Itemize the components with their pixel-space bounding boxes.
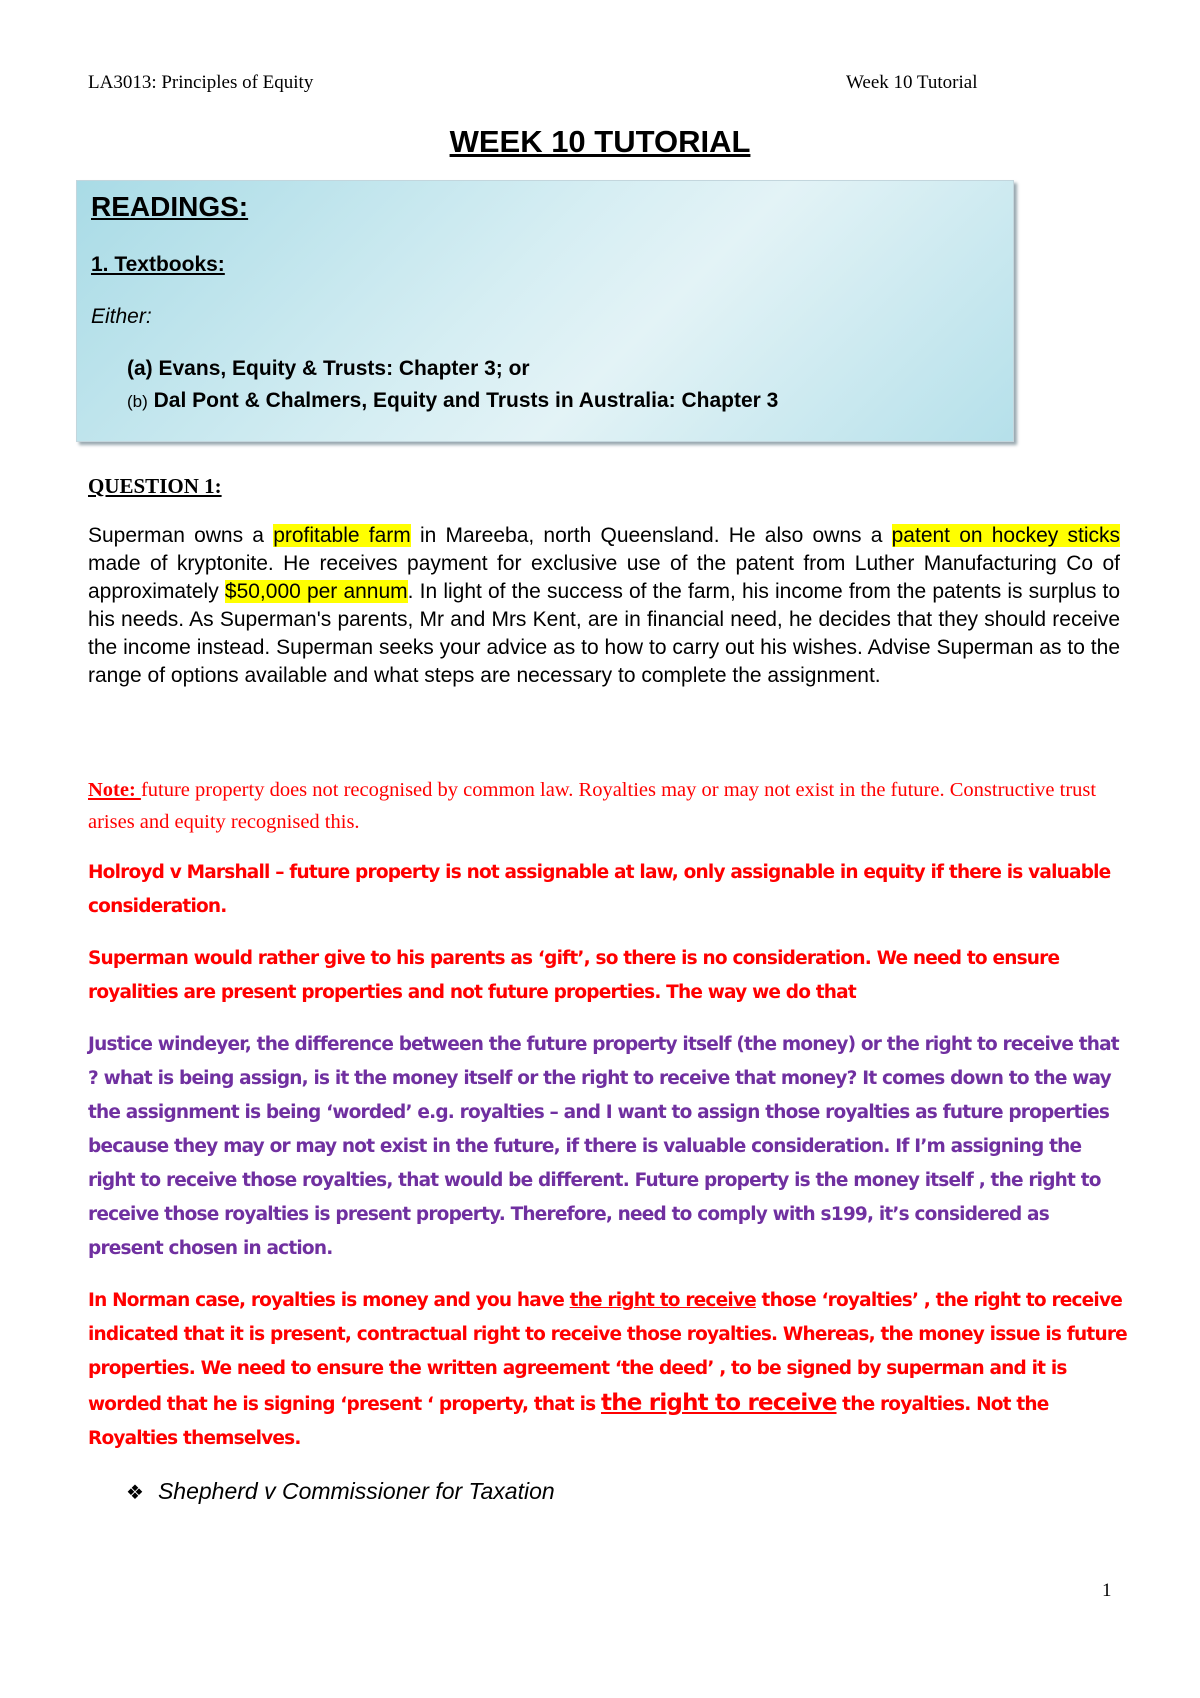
holroyd-paragraph: Holroyd v Marshall – future property is not assignable at law, only assignable in equity if there is valuable consideration. — [88, 862, 1111, 917]
diamond-bullet-icon: ❖ — [126, 1480, 144, 1504]
readings-heading: READINGS: — [91, 191, 249, 222]
reading-option-a: (a) Evans, Equity & Trusts: Chapter 3; or — [127, 357, 530, 380]
note-paragraph — [88, 774, 1128, 838]
question-heading: QUESTION 1: — [88, 474, 222, 498]
reading-option-b-text: Dal Pont & Chalmers, Equity and Trusts in Australia: Chapter 3 — [153, 389, 779, 412]
case-bullet — [126, 1478, 555, 1505]
highlight-patent: patent on hockey sticks — [891, 524, 1120, 547]
question-text — [88, 522, 1120, 690]
highlight-profitable-farm: profitable farm — [273, 524, 411, 547]
norman-text-part: the royalties. Not the Royalties themselves. — [88, 1394, 1049, 1449]
note-text: future property does not recognised by common law. Royalties may or may not exist in the future. Constructive trust arises and equity recognised this. — [88, 779, 1097, 833]
page-title: WEEK 10 TUTORIAL — [449, 124, 751, 159]
readings-box — [76, 180, 1014, 442]
question-text-part: Superman owns a — [88, 524, 274, 547]
textbooks-heading: 1. Textbooks: — [91, 253, 225, 276]
reading-option-b-label: (b) — [127, 392, 148, 411]
question-text-part: . In light of the success of the farm, his income from the patents is surplus to his needs. As Superman's parents, Mr and Mrs Kent, are in financial need, he decides that they should receive the income instead. Superman seeks your advice as to how to carry out his wishes. Advise Superman as to the range of options available and what steps are necessary to complete the assignment. — [88, 580, 1121, 687]
norman-text-part: In Norman case, royalties is money and you have — [88, 1290, 570, 1311]
norman-emphasis-right: the right to receive — [601, 1390, 837, 1416]
either-label: Either: — [91, 305, 152, 328]
question-text-part: made of kryptonite. He receives payment for exclusive use of the patent from Luther Manufacturing Co of approximately — [88, 552, 1120, 603]
question-text-part: in Mareeba, north Queensland. He also owns a — [410, 524, 892, 547]
norman-paragraph — [88, 1284, 1128, 1456]
norman-underline-right: the right to receive — [569, 1290, 756, 1311]
header-course-title: LA3013: Principles of Equity — [88, 72, 314, 93]
reading-option-b — [127, 389, 778, 413]
note-label: Note: — [88, 779, 141, 801]
norman-text-part: those ‘royalties’ , the right to receive indicated that it is present, contractual right to receive those royalties. Whereas, the money issue is future properties. We need to ensure the written agreement ‘the deed’ , to be signed by superman and it is worded that he is signing ‘present ‘ property, that is — [88, 1290, 1127, 1415]
page-number: 1 — [1102, 1580, 1112, 1601]
windeyer-paragraph: Justice windeyer, the difference between the future property itself (the money) or the right to receive that ? what is being assign, is it the money itself or the right to receive that money? It comes down to the way the assignment is being ‘worded’ e.g. royalties – and I want to assign those royalties as future properties because they may or may not exist in the future, if there is valuable consideration. If I’m assigning the right to receive those royalties, that would be different. Future property is the money itself , the right to receive those royalties is present property. Therefore, need to comply with s199, it’s considered as present chosen in action. — [88, 1034, 1119, 1259]
gift-paragraph: Superman would rather give to his parents as ‘gift’, so there is no consideration. We need to ensure royalities are present properties and not future properties. The way we do that — [88, 948, 1060, 1003]
highlight-amount: $50,000 per annum — [224, 580, 408, 603]
header-week-label: Week 10 Tutorial — [846, 72, 978, 93]
case-name: Shepherd v Commissioner for Taxation — [157, 1478, 555, 1504]
